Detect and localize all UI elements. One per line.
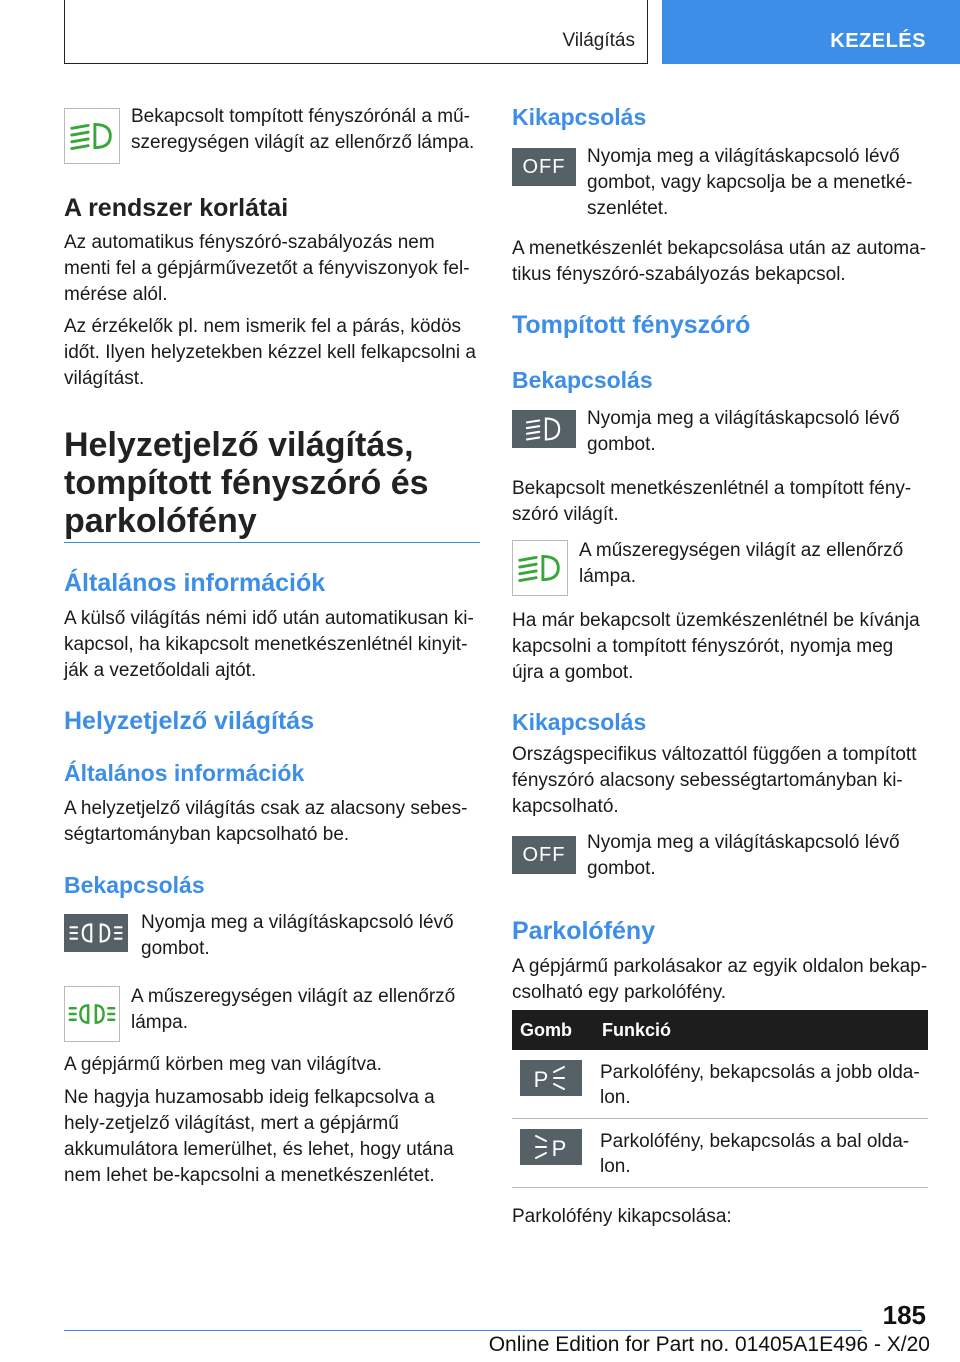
off-button-icon-2 [512,836,576,874]
header-section-box [64,0,648,64]
parking-light-heading: Parkolófény [512,917,656,945]
position-light-heading: Helyzetjelző világítás [64,707,315,735]
main-heading-line-1: Helyzetjelző világítás, [64,426,414,464]
main-heading [64,426,429,540]
off-button-label-2: OFF [522,843,566,866]
table-cell-function: Parkolófény, bekapcsolás a bal olda-lon. [594,1119,928,1188]
table-row [512,1119,928,1188]
heading-divider [64,542,480,543]
table-cell-icon [512,1119,594,1188]
general-heading: Általános információk [64,569,326,597]
main-heading-line-3: parkolófény [64,502,257,540]
parking-light-left-icon [520,1129,582,1165]
table-row [512,1050,928,1119]
header-chapter-title: KEZELÉS [830,30,926,52]
page-number: 185 [882,1300,926,1330]
general-paragraph: A külső világítás némi idő után automatikusan ki-kapcsol, ha kikapcsolt menetkészenlétnél kinyit-ják a vezetőoldali ajtót. [64,608,474,681]
footer-edition: Online Edition for Part no. 01405A1E496 - X/20 [488,1333,930,1356]
svg-text:P: P [551,1136,567,1161]
low-beam-on-paragraph-2: Ha már bekapcsolt üzemkészenlétnél be kívánja kapcsolni a tompított fényszórót, nyomja meg újra a gombot. [512,610,920,683]
limits-paragraph-2: Az érzékelők pl. nem ismerik fel a párás, ködös időt. Ilyen helyzetekben kézzel kell felkapcsolni a világítást. [64,316,476,389]
low-beam-on-paragraph: Bekapcsolt menetkészenlétnél a tompított fény-szóró világít. [512,478,912,525]
low-beam-off-paragraph: Országspecifikus változattól függően a tompított fényszóró alacsony sebességtartományban ki-kapcsolható. [512,744,917,817]
intro-indicator-text: Bekapcsolt tompított fényszórónál a mű-szeregységen világít az ellenőrző lámpa. [131,106,475,153]
low-beam-off-heading: Kikapcsolás [512,709,647,735]
position-on-paragraph-2: Ne hagyja huzamosabb ideig felkapcsolva a hely-zetjelző világítást, mert a gépjármű akkumulátora lemerülhet, és lehet, hogy utána nem lehet be-kapcsolni a menetkészenlétet. [64,1087,454,1186]
low-beam-heading: Tompított fényszóró [512,311,751,339]
footer-divider [64,1330,862,1331]
low-beam-button-icon [512,410,576,448]
low-beam-indicator-text: A műszeregységen világít az ellenőrző lámpa. [579,540,904,587]
table-header-function: Funkció [594,1010,928,1050]
low-beam-indicator-icon-2 [512,540,568,596]
position-general-paragraph: A helyzetjelző világítás csak az alacsony sebes-ségtartományban kapcsolható be. [64,798,468,845]
table-cell-icon [512,1050,594,1119]
header-chapter-box [662,0,960,64]
off-heading: Kikapcsolás [512,104,647,130]
position-on-instruction: Nyomja meg a világításkapcsoló lévő gombot. [141,912,454,959]
parking-light-right-icon [520,1060,582,1096]
limits-paragraph-1: Az automatikus fényszóró-szabályozás nem menti fel a gépjárművezetőt a fényviszonyok fel-mérése alól. [64,232,470,305]
position-light-button-icon [64,914,128,952]
parking-light-off-text: Parkolófény kikapcsolása: [512,1206,732,1227]
position-light-indicator-icon [64,986,120,1042]
off-instruction-1-text: Nyomja meg a világításkapcsoló lévő gombot, vagy kapcsolja be a menetké-szenlétet. [587,146,913,219]
position-on-heading: Bekapcsolás [64,872,205,898]
table-header-button: Gomb [512,1010,594,1050]
header-section-title: Világítás [562,30,635,51]
low-beam-on-instruction: Nyomja meg a világításkapcsoló lévő gombot. [587,408,900,455]
off-instruction-1 [587,144,927,222]
table-header-row [512,1010,928,1050]
position-on-paragraph-1: A gépjármű körben meg van világítva. [64,1054,382,1075]
position-indicator-text: A műszeregységen világít az ellenőrző lámpa. [131,986,456,1033]
off-paragraph: A menetkészenlét bekapcsolása után az automa-tikus fényszóró-szabályozás bekapcsol. [512,238,927,285]
off-button-label: OFF [522,155,566,178]
limits-heading: A rendszer korlátai [64,194,289,222]
parking-light-table [512,1010,928,1188]
low-beam-on-heading: Bekapcsolás [512,367,653,393]
position-general-heading: Általános információk [64,760,305,786]
svg-text:P: P [533,1067,549,1092]
low-beam-off-instruction: Nyomja meg a világításkapcsoló lévő gombot. [587,832,900,879]
parking-light-paragraph: A gépjármű parkolásakor az egyik oldalon bekap-csolható egy parkolófény. [512,956,928,1003]
table-cell-function: Parkolófény, bekapcsolás a jobb olda-lon. [594,1050,928,1119]
low-beam-indicator-icon [64,108,120,164]
main-heading-line-2: tompított fényszóró és [64,464,429,502]
off-button-icon [512,148,576,186]
